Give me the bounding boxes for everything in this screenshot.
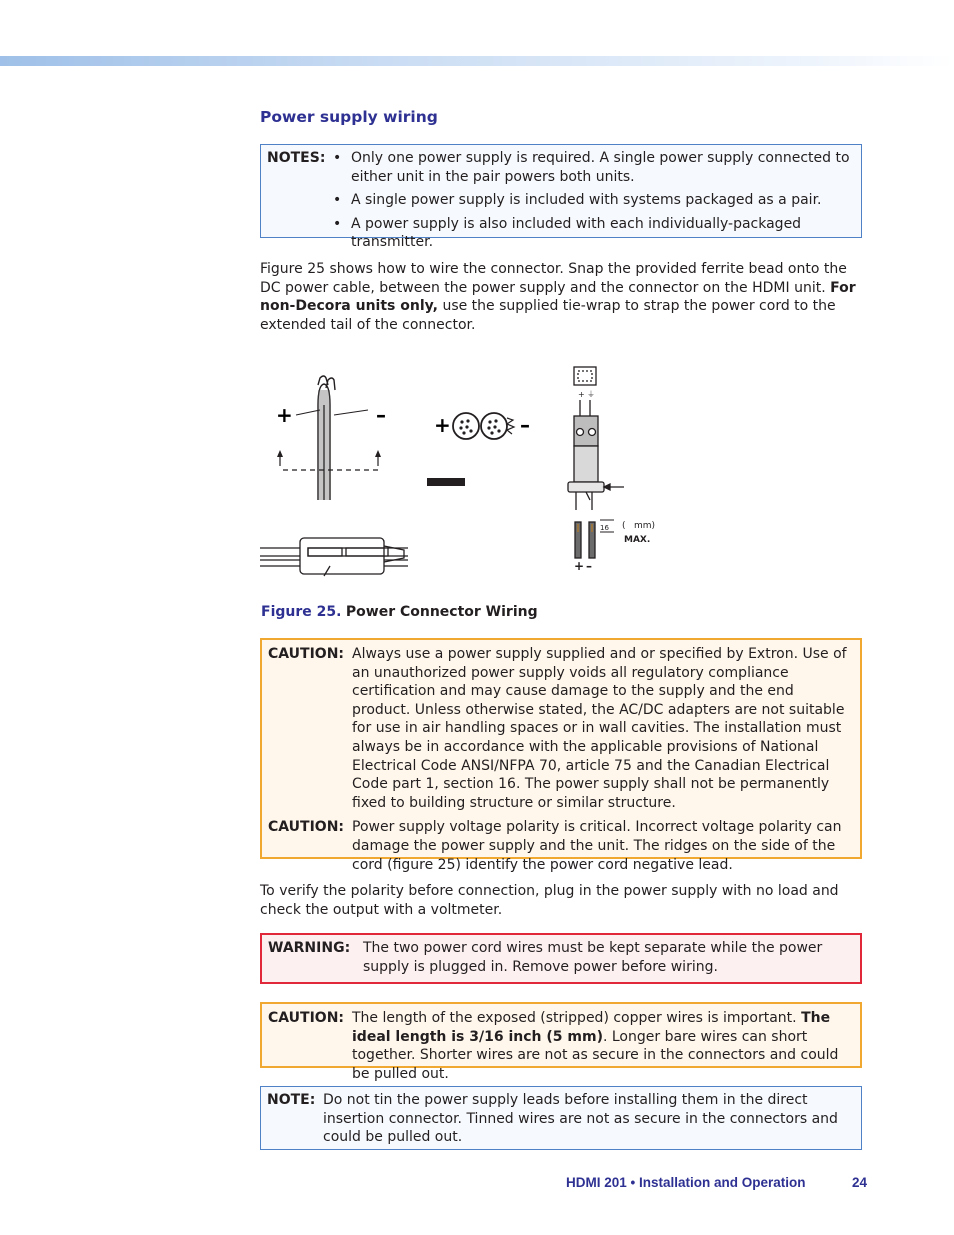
caution-text: The length of the exposed (stripped) copper wires is important. The ideal length is 3/16 inch (5 mm). Longer bare wires can short together. Shorter wires are not as secure in the connectors and could be pulled out. — [352, 1010, 839, 1082]
section-minus-label: – — [520, 413, 530, 437]
caution-box-polarity — [260, 638, 862, 873]
caution-label: CAUTION: — [268, 1010, 345, 1026]
verify-paragraph: To verify the polarity before connection, plug in the power supply with no load and check the output with a voltmeter. — [260, 883, 839, 918]
cable-plus-label: + — [276, 403, 293, 427]
svg-text:⏚: ⏚ — [587, 390, 595, 399]
footer-title: HDMI 201 • Installation and Operation — [566, 1175, 806, 1190]
dimension-open: ( — [622, 521, 626, 531]
ferrite-bar — [427, 478, 465, 486]
figure-title: Power Connector Wiring — [345, 604, 538, 620]
lead-plus-label: + — [574, 559, 585, 573]
notes-bullet: • Only one power supply is required. A single power supply connected to either unit in the pair powers both units. — [333, 150, 850, 185]
caution-text: Power supply voltage polarity is critical. Incorrect voltage polarity can damage the power supply and the unit. The ridges on the side of the cord (figure 25) identify the power cord negative lead. — [352, 819, 842, 873]
intro-paragraph: Figure 25 shows how to wire the connector. Snap the provided ferrite bead onto the DC power cable, between the power supply and the connector on the HDMI unit. For non-Decora units only, use the supplied tie-wrap to strap the power cord to the extended tail of the connector. — [260, 261, 856, 333]
section-plus-label: + — [434, 413, 451, 437]
lead-minus-label: – — [586, 559, 592, 573]
cable-minus-label: – — [376, 403, 386, 427]
svg-text:+: + — [578, 390, 585, 399]
notes-label: NOTES: — [267, 150, 326, 166]
connector-illustration — [568, 367, 624, 558]
dimension-unit: mm) — [634, 521, 656, 531]
ferrite-bead-illustration — [260, 538, 408, 576]
caution-text: Always use a power supply supplied and or specified by Extron. Use of an unauthorized power supply voids all regulatory compliance certification and may cause damage to the supply and the end product. Unless otherwise stated, the AC/DC adapters are not suitable for use in air handling spaces or in wall cavities. The installation must always be in accordance with the applicable provisions of National Electrical Code ANSI/NFPA 70, article 75 and the Canadian Electrical Code part 1, section 16. The power supply shall not be permanently fixed to building structure or similar structure. — [352, 646, 847, 811]
caution-box-wire-length — [260, 1002, 862, 1082]
power-connector-diagram — [258, 360, 678, 600]
note-label: NOTE: — [267, 1092, 316, 1108]
header-gradient-bar — [0, 56, 954, 66]
dimension-fraction: 16 — [600, 524, 609, 532]
notes-bullet: • A power supply is also included with each individually-packaged transmitter. — [333, 215, 802, 251]
arrow-up-icon — [375, 450, 381, 457]
warning-text: The two power cord wires must be kept separate while the power supply is plugged in. Remove power before wiring. — [363, 940, 823, 975]
figure-caption — [261, 604, 538, 620]
cable-cross-section — [434, 413, 530, 439]
caution-label: CAUTION: — [268, 646, 345, 662]
figure-number: Figure 25. — [261, 604, 342, 620]
note-box — [260, 1086, 862, 1150]
notes-box — [260, 144, 862, 251]
warning-box — [260, 933, 862, 984]
note-text: Do not tin the power supply leads before installing them in the direct insertion connector. Tinned wires are not as secure in the connectors and could be pulled out. — [323, 1092, 838, 1146]
dimension-max: MAX. — [624, 535, 651, 545]
section-heading: Power supply wiring — [260, 108, 438, 126]
arrow-up-icon — [277, 450, 283, 457]
notes-list — [333, 149, 855, 252]
page-number: 24 — [852, 1175, 868, 1190]
caution-label: CAUTION: — [268, 819, 345, 836]
warning-label: WARNING: — [268, 940, 351, 956]
notes-bullet: • A single power supply is included with systems packaged as a pair. — [333, 192, 822, 209]
